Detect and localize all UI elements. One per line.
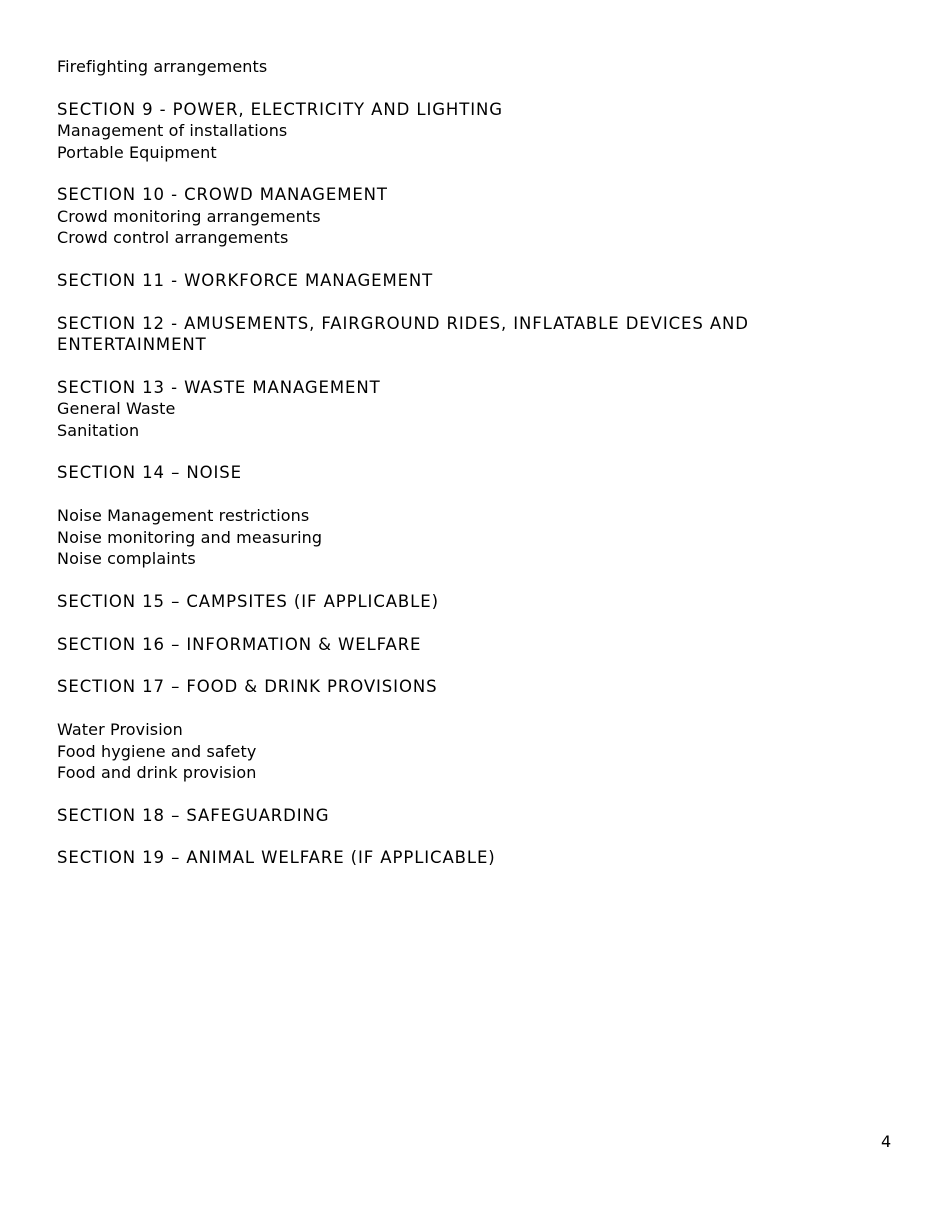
section-item: Crowd monitoring arrangements xyxy=(57,206,321,226)
section-block xyxy=(57,377,857,441)
section-block xyxy=(57,591,857,612)
blank-line xyxy=(57,569,857,590)
section-heading: SECTION 14 – NOISE xyxy=(57,463,242,483)
section-block xyxy=(57,313,857,356)
section-block xyxy=(57,805,857,826)
section-item: Portable Equipment xyxy=(57,142,217,162)
page-number: 4 xyxy=(881,1132,892,1151)
section-heading: SECTION 17 – FOOD & DRINK PROVISIONS xyxy=(57,677,438,697)
section-item: Crowd control arrangements xyxy=(57,228,289,248)
blank-line xyxy=(57,291,857,312)
blank-line xyxy=(57,612,857,633)
section-item: Food hygiene and safety xyxy=(57,741,257,761)
section-item: Management of installations xyxy=(57,121,288,141)
blank-line xyxy=(57,484,857,505)
blank-line xyxy=(57,163,857,184)
section-item: Sanitation xyxy=(57,420,140,440)
sections-list xyxy=(57,77,857,868)
blank-line xyxy=(57,826,857,847)
section-item: Noise monitoring and measuring xyxy=(57,527,323,547)
section-item: Noise Management restrictions xyxy=(57,506,310,526)
section-block xyxy=(57,462,857,569)
blank-line xyxy=(57,655,857,676)
section-block xyxy=(57,99,857,163)
section-block xyxy=(57,270,857,291)
blank-line xyxy=(57,783,857,804)
section-heading: SECTION 9 - POWER, ELECTRICITY AND LIGHTING xyxy=(57,99,503,119)
section-item: Water Provision xyxy=(57,720,183,740)
section-block xyxy=(57,847,857,868)
section-heading: SECTION 15 – CAMPSITES (IF APPLICABLE) xyxy=(57,591,439,611)
blank-line xyxy=(57,249,857,270)
blank-line xyxy=(57,698,857,719)
intro-line: Firefighting arrangements xyxy=(57,57,268,76)
section-item: Noise complaints xyxy=(57,549,196,569)
table-of-contents xyxy=(57,56,857,869)
section-item: General Waste xyxy=(57,399,176,419)
section-item: Food and drink provision xyxy=(57,762,257,782)
section-heading: SECTION 18 – SAFEGUARDING xyxy=(57,805,330,825)
section-heading: SECTION 16 – INFORMATION & WELFARE xyxy=(57,634,422,654)
blank-line xyxy=(57,356,857,377)
section-block xyxy=(57,634,857,655)
section-heading: SECTION 12 - AMUSEMENTS, FAIRGROUND RIDES, INFLATABLE DEVICES AND ENTERTAINMENT xyxy=(57,313,749,355)
blank-line xyxy=(57,441,857,462)
section-heading: SECTION 13 - WASTE MANAGEMENT xyxy=(57,377,381,397)
section-block xyxy=(57,676,857,783)
section-heading: SECTION 11 - WORKFORCE MANAGEMENT xyxy=(57,270,434,290)
blank-line xyxy=(57,77,857,98)
section-heading: SECTION 10 - CROWD MANAGEMENT xyxy=(57,185,388,205)
section-heading: SECTION 19 – ANIMAL WELFARE (IF APPLICABLE) xyxy=(57,848,496,868)
section-block xyxy=(57,184,857,248)
